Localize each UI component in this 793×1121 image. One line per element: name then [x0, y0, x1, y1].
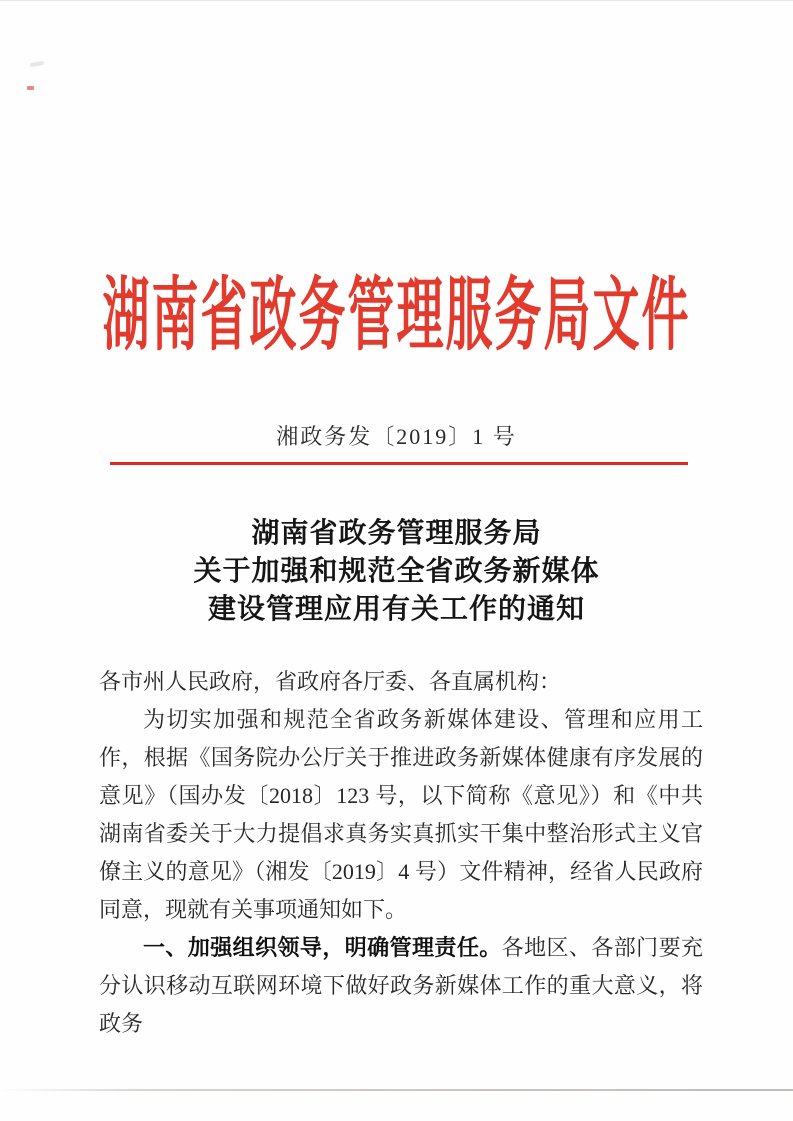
scan-artifact-pencil	[30, 61, 44, 67]
document-body	[99, 663, 703, 1043]
notice-title-line-2: 关于加强和规范全省政务新媒体	[193, 556, 600, 587]
notice-title-line-3: 建设管理应用有关工作的通知	[207, 594, 585, 625]
scan-artifact-red	[27, 86, 34, 90]
section-1-text: 各地区、各部门要充分认识移动互联网环境下做好政务新媒体工作的重大意义，将政务	[99, 935, 703, 1036]
paragraph-intro: 为切实加强和规范全省政务新媒体建设、管理和应用工作，根据《国务院办公厅关于推进政务新媒体健康有序发展的意见》（国办发〔2018〕123 号，以下简称《意见》）和《中共湖南省委关于大力提倡求真务实真抓实干集中整治形式主义官僚主义的意见》（湘发〔2019〕4 号）文件精神，经省人民政府同意，现就有关事项通知如下。	[99, 707, 703, 922]
letterhead-title: 湖南省政务管理服务局文件	[102, 272, 691, 362]
salutation: 各市州人民政府，省政府各厅委、各直属机构：	[99, 669, 562, 694]
paragraph-section-1	[99, 929, 703, 1043]
page-bottom-edge	[0, 1089, 793, 1091]
page-top-edge	[0, 0, 793, 1]
document-number: 湘政务发〔2019〕1 号	[276, 424, 517, 449]
section-1-heading: 一、加强组织领导，明确管理责任。	[143, 935, 502, 960]
notice-title-line-1: 湖南省政务管理服务局	[251, 518, 542, 549]
notice-title	[0, 515, 793, 629]
red-divider-rule	[110, 462, 688, 465]
